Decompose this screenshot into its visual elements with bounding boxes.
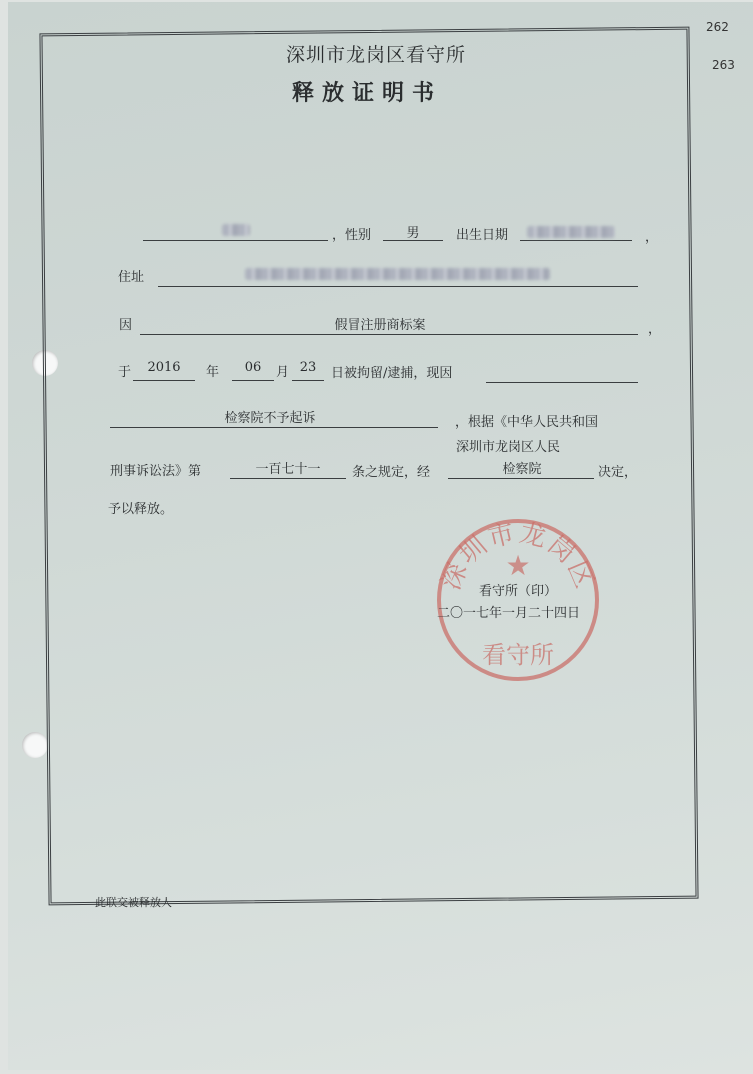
dob-label: 出生日期: [456, 228, 509, 243]
handwritten-page-number-bottom: 263: [712, 58, 735, 72]
reason-line-a: [486, 382, 638, 383]
according-text: ，根据《中华人民共和国: [455, 415, 599, 430]
year-suffix: 年: [206, 365, 220, 380]
reason-line-b: [110, 427, 438, 428]
address-redacted: [245, 268, 550, 280]
month-value: 06: [244, 360, 262, 375]
handwritten-page-number-top: 262: [706, 20, 729, 34]
certificate-title: 释放证明书: [292, 80, 443, 106]
punch-hole-bottom: [22, 732, 48, 758]
sex-label: ，性别: [332, 228, 372, 243]
article-line: [230, 478, 346, 479]
article-suffix: 条之规定，经: [352, 465, 431, 480]
issue-date: 二〇一七年一月二十四日: [437, 606, 581, 621]
decision-suffix: 决定，: [598, 465, 638, 480]
address-label: 住址: [118, 270, 145, 285]
authority-text: 深圳市龙岗区人民: [456, 440, 561, 455]
detained-text: 日被拘留/逮捕，现因: [331, 366, 453, 381]
name-redacted: [222, 224, 250, 236]
reason-prefix: 因: [119, 318, 133, 333]
dob-redacted: [527, 226, 615, 238]
released-text: 予以释放。: [108, 502, 174, 517]
official-seal: [433, 515, 603, 685]
dob-line: [520, 240, 632, 241]
decision-line: [448, 478, 594, 479]
year-value: 2016: [147, 360, 181, 375]
day-value: 23: [299, 360, 317, 375]
comma-1: ，: [645, 230, 659, 245]
comma-2: ，: [648, 322, 662, 337]
issuer-label: 看守所（印）: [479, 584, 558, 599]
address-line: [158, 286, 638, 287]
month-suffix: 月: [276, 365, 290, 380]
year-line: [133, 380, 195, 381]
case-line: [140, 334, 638, 335]
article-value: 一百七十一: [255, 462, 321, 477]
sex-value: 男: [406, 226, 420, 241]
month-line: [232, 380, 274, 381]
seal-text-bottom: 看守所: [482, 641, 554, 669]
day-line: [292, 380, 324, 381]
release-reason-value: 检察院不予起诉: [224, 411, 316, 426]
issuing-organization: 深圳市龙岗区看守所: [286, 44, 467, 66]
decision-by-value: 检察院: [502, 462, 542, 477]
svg-text:★: ★: [505, 549, 531, 582]
name-line: [143, 240, 328, 241]
seal-text-top: 深圳市龙岗区: [436, 518, 600, 595]
case-value: 假冒注册商标案: [334, 318, 426, 333]
law-text: 刑事诉讼法》第: [110, 464, 202, 479]
footer-note: 此联交被释放人: [95, 896, 172, 909]
date-prefix: 于: [118, 365, 132, 380]
